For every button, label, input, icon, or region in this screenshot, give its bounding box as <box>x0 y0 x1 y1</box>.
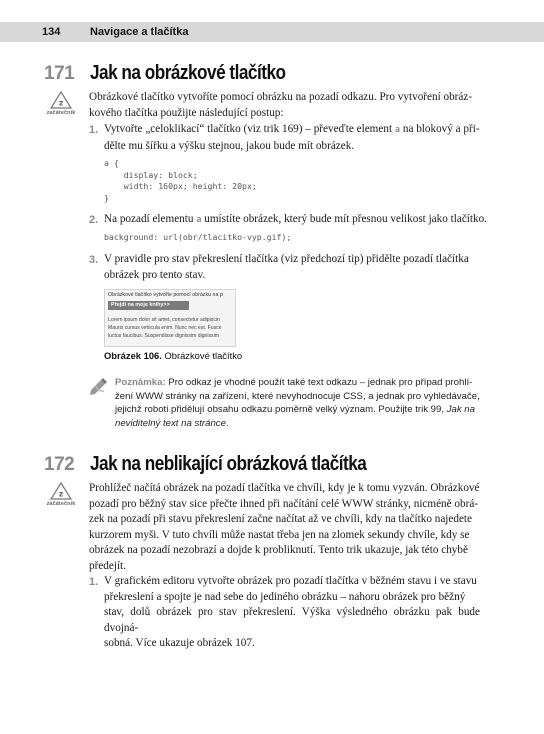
tip-title-171: Jak na obrázkové tlačítko <box>90 62 286 84</box>
running-header-bar <box>0 22 544 42</box>
code-inline: a <box>196 215 202 225</box>
figure-caption: Obrázek 106. Obrázkové tlačítko <box>104 350 243 361</box>
tip172-body <box>89 481 480 575</box>
note-link-text[interactable]: Jak na <box>446 404 475 416</box>
step-3 <box>104 252 480 283</box>
screenshot-text-line: Mauris cursus vehicula enim. Nunc nec est. Fusce <box>108 325 222 331</box>
warning-triangle-icon <box>50 482 72 500</box>
body-line: Prohlížeč načítá obrázek na pozadí tlačítka ve chvíli, kdy je k tomu vyzván. Obrázkové <box>89 482 480 494</box>
step-line: V pravidle pro stav překreslení tlačítka (viz předchozí tip) přidělte pozadí tlačítka <box>104 253 469 265</box>
code-block-1: a { display: block; width: 160px; height: 20px; } <box>104 158 257 203</box>
tip-number-171: 171 <box>44 63 75 84</box>
step-line: V grafickém editoru vytvořte obrázek pro pozadí tlačítka v běžném stavu i ve stavu <box>104 575 477 587</box>
step-line: dělte mu šířku a výšku stejnou, jakou bude mít obrázek. <box>104 139 355 152</box>
body-line: zek na pozadí při stavu překreslení začne načítat až ve chvíli, kdy na tlačítko najedete <box>89 513 472 526</box>
note-icon <box>88 376 110 401</box>
difficulty-badge-172 <box>41 482 81 507</box>
note-link-text[interactable]: neviditelný text na stránce <box>115 417 226 429</box>
tip172-step-1 <box>104 574 480 652</box>
intro-line: kového tlačítka použijte následující postup: <box>89 106 284 119</box>
step-1 <box>104 122 480 154</box>
warning-triangle-icon <box>50 91 72 109</box>
difficulty-badge-171 <box>41 91 81 116</box>
svg-text:z: z <box>58 98 64 108</box>
body-line: obrázek na pozadí nezobrazí a dojde k probliknutí. Tento trik ukazuje, jak této chybě <box>89 544 468 557</box>
chapter-title: Navigace a tlačítka <box>90 26 189 38</box>
screenshot-text-line: Lorem ipsum dolor sit amet, consectetur adipiscin <box>108 317 220 323</box>
code-inline: a <box>394 125 401 135</box>
figure-106-screenshot <box>104 289 236 347</box>
step-number: 1. <box>89 124 99 136</box>
step-line: sobná. Více ukazuje obrázek 107. <box>104 637 255 650</box>
badge-label: začátečník <box>46 501 76 507</box>
step-number: 1. <box>89 576 99 588</box>
note-line: jejichž roboti přidělují obsahu odkazu poměrně velký význam. Použijte trik 99, Jak na <box>115 404 475 416</box>
badge-label: začátečník <box>46 110 76 116</box>
step-number: 3. <box>89 254 99 266</box>
step-line: stav, dolů obrázek pro stav překreslení. Výška výsledného obrázku pak bude dvojná- <box>104 606 480 634</box>
body-line: pozadí pro běžný stav sice přečte ihned při načítání celé WWW stránky, nicméně obrá- <box>89 497 479 510</box>
code-block-2: background: url(obr/tlacitko-vyp.gif); <box>104 232 292 242</box>
note-line: neviditelný text na stránce. <box>115 417 229 429</box>
note-line: žení WWW stránky na zařízení, které nevyhodnocuje CSS, a jednak pro vyhledávače, <box>115 390 480 402</box>
step-line: překreslení a spojte je nad sebe do jediného obrázku – nahoru obrázek pro běžný <box>104 590 466 603</box>
step-line: obrázek pro tento stav. <box>104 268 206 281</box>
page-number: 134 <box>42 26 61 38</box>
step-2 <box>104 212 487 229</box>
body-line: předejít. <box>89 559 126 572</box>
note-label: Poznámka: <box>115 377 166 388</box>
note-box <box>115 376 480 430</box>
intro-line: Obrázkové tlačítko vytvoříte pomocí obrázku na pozadí odkazu. Pro vytvoření obráz- <box>89 91 473 103</box>
step-number: 2. <box>89 214 99 226</box>
screenshot-caption: Obrázkové tlačítko vytvořte pomocí obrázku na p <box>108 292 223 298</box>
screenshot-button[interactable]: Přejdi na moje knihy>> <box>108 301 189 310</box>
step-line: Vytvořte „celoklikací“ tlačítko (viz trik 169) – převeďte element a na blokový a při- <box>104 123 480 135</box>
tip-number-172: 172 <box>44 454 75 475</box>
tip-title-172: Jak na neblikající obrázková tlačítka <box>90 453 367 475</box>
note-line: Pro odkaz je vhodné použít také text odkazu – jednak pro případ prohlí- <box>165 377 473 388</box>
body-line: kurzorem myši. V tuto chvíli může nastat třeba jen na zlomek sekundy chvíle, kdy se <box>89 528 470 541</box>
screenshot-text-line: luctus faucibus. Suspendisse dignissim dignissim <box>108 333 219 339</box>
tip171-intro <box>89 90 480 121</box>
svg-text:z: z <box>58 489 64 499</box>
step-line: Na pozadí elementu a umístíte obrázek, který bude mít přesnou velikost jako tlačítko. <box>104 213 487 225</box>
